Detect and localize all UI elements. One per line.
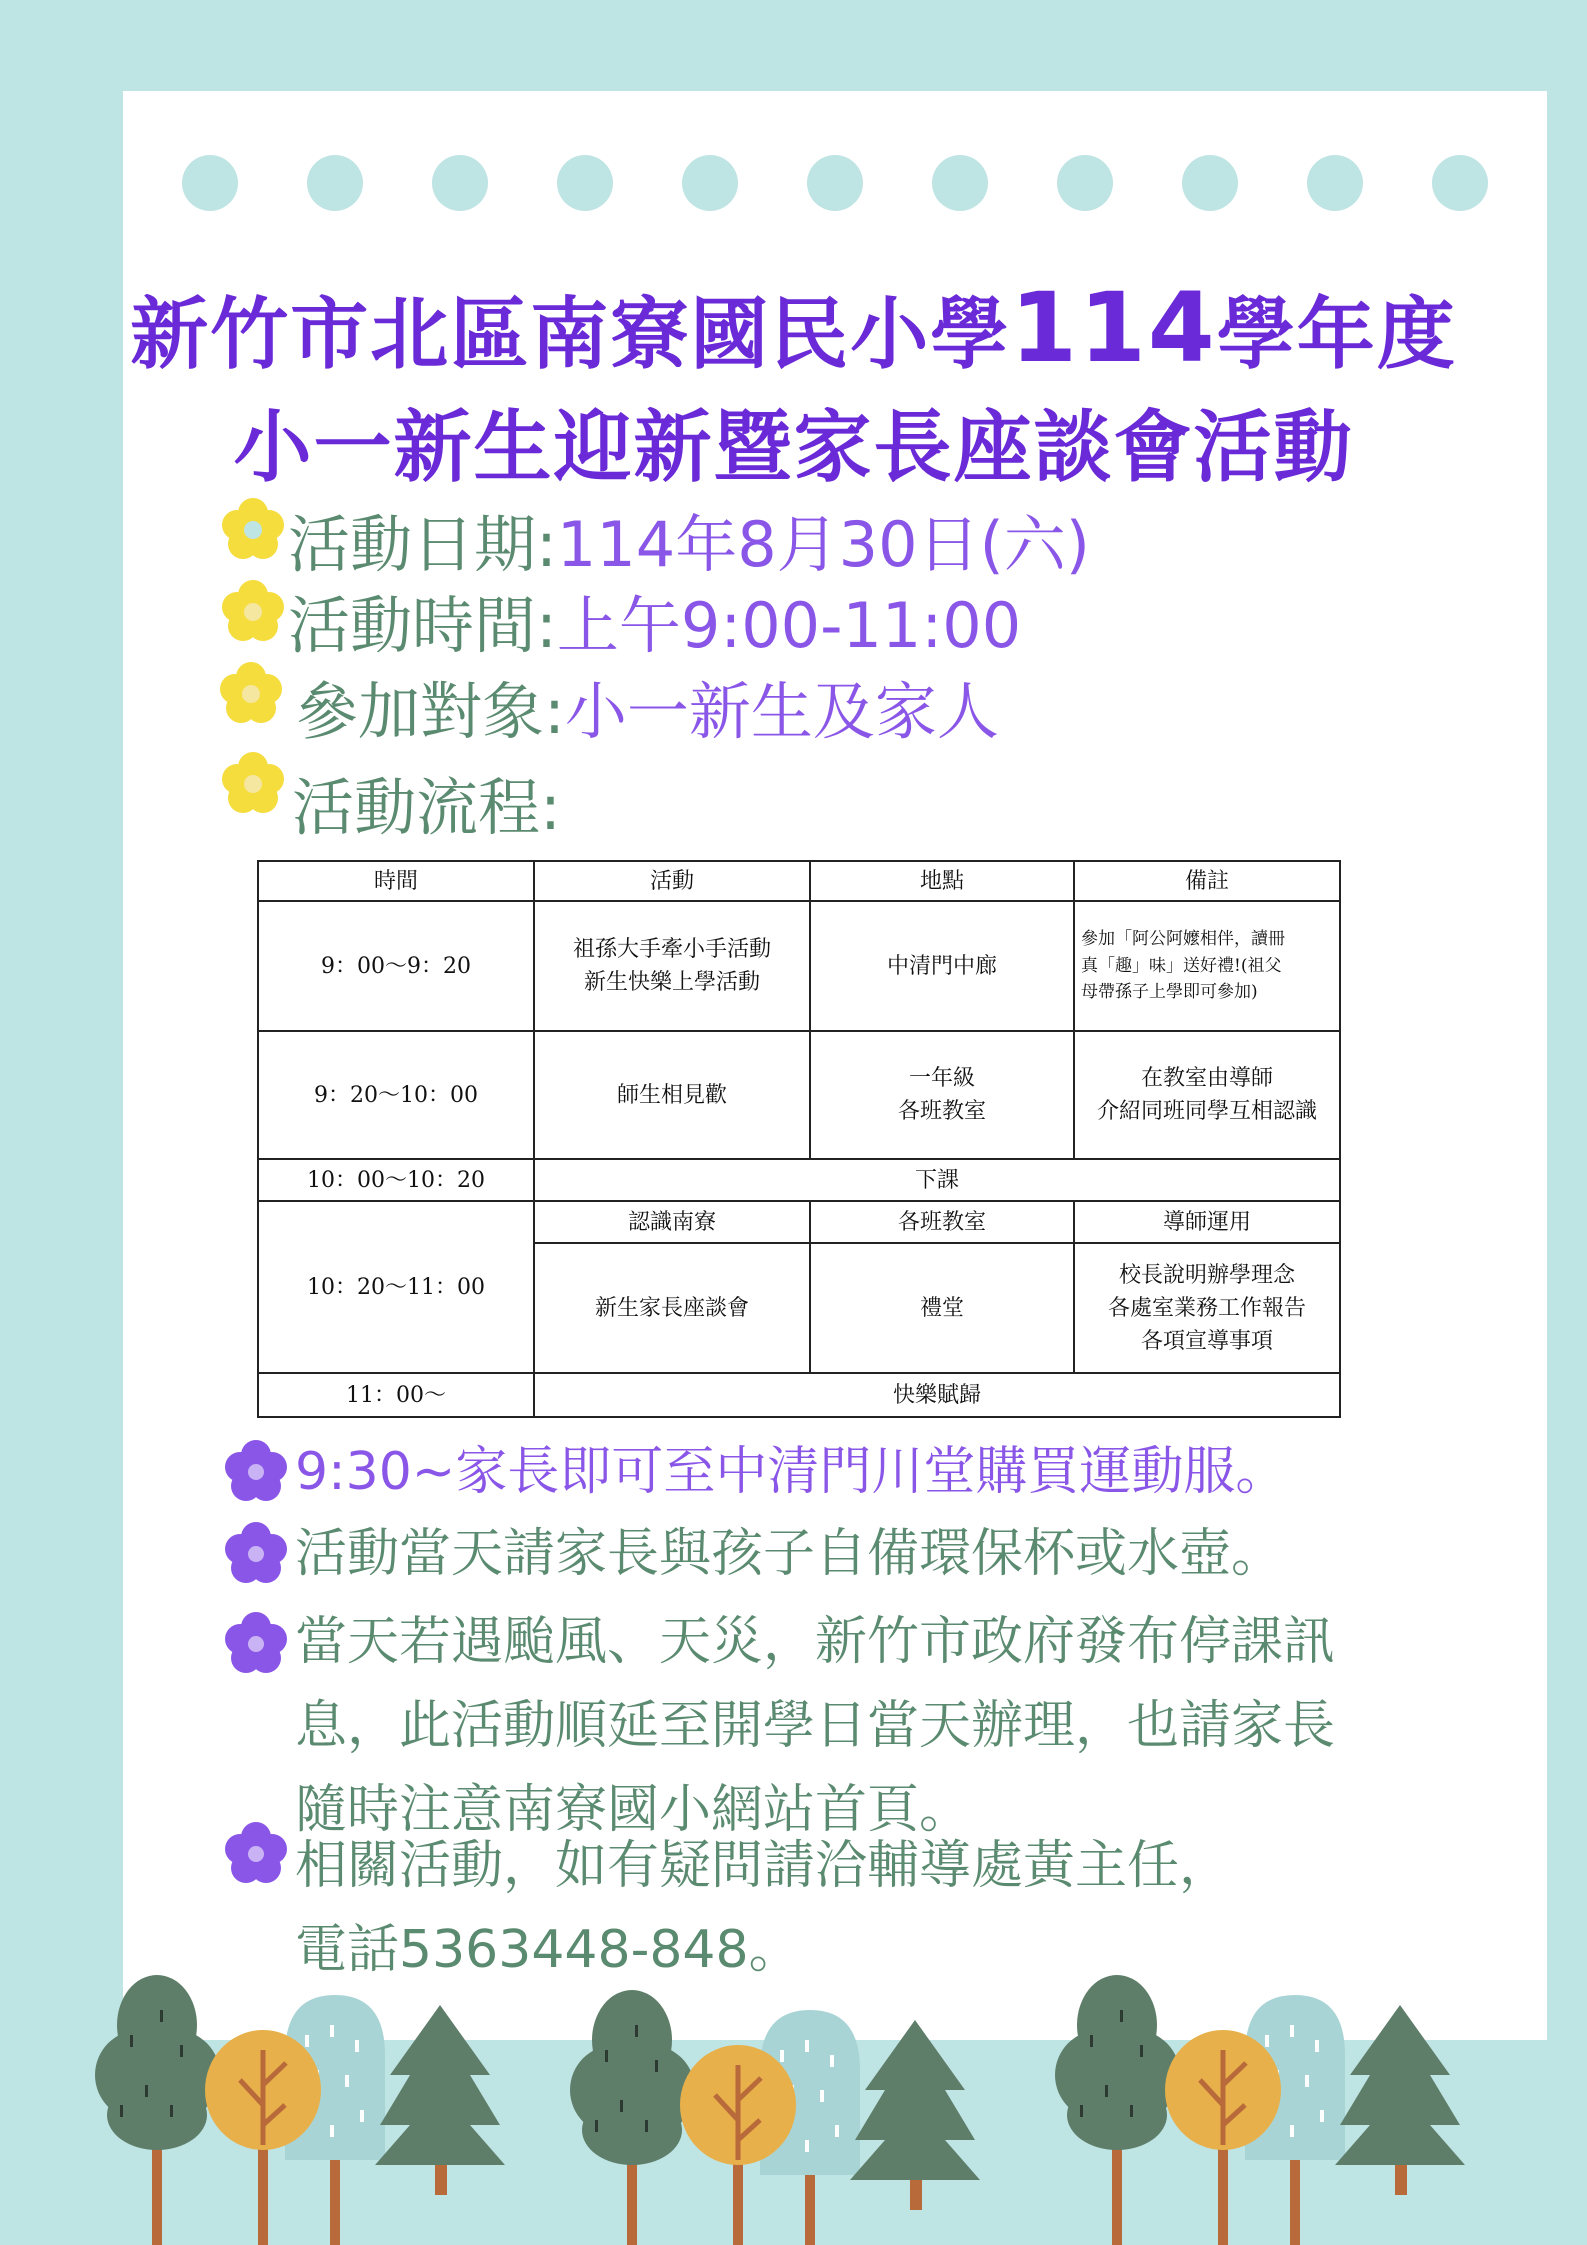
cell-place (810, 1031, 1074, 1159)
cell-time: 9：20～10：00 (258, 1031, 534, 1159)
cell-note: 導師運用 (1074, 1201, 1340, 1243)
note-uniform (295, 1430, 1287, 1514)
note-line: 息，此活動順延至開學日當天辦理，也請家長 (295, 1696, 1336, 1756)
title-suffix: 學年度 (1216, 290, 1457, 380)
yellow-flower-icon (218, 576, 288, 646)
info-date-value: 114年8月30日(六) (556, 508, 1090, 581)
cell-line: 祖孫大手牽小手活動 (572, 937, 771, 962)
yellow-flower-icon (218, 748, 288, 818)
note-cup: 活動當天請家長與孩子自備環保杯或水壺。 (295, 1524, 1284, 1584)
cell-line: 參加「阿公阿嬤相伴，讀冊 (1081, 929, 1285, 950)
cell-place: 中清門中廊 (810, 901, 1074, 1031)
info-target-label: 參加對象: (296, 675, 565, 748)
table-header-row (258, 861, 1340, 901)
note-line: 當天若遇颱風、天災，新竹市政府發布停課訊 (295, 1612, 1336, 1672)
cell-note (1074, 901, 1340, 1031)
cell-activity: 認識南寮 (534, 1201, 810, 1243)
info-flow-label: 活動流程: (292, 771, 561, 844)
binder-hole (682, 155, 738, 211)
note-typhoon (295, 1600, 1335, 1852)
yellow-flower-icon (218, 494, 288, 564)
cell-line: 一年級 (908, 1066, 975, 1091)
table-row (258, 1373, 1340, 1417)
table-row (258, 1031, 1340, 1159)
info-time (288, 576, 1021, 665)
binder-hole (1057, 155, 1113, 211)
binder-hole (432, 155, 488, 211)
info-target (296, 662, 999, 751)
table-row (258, 1159, 1340, 1201)
purple-flower-icon (221, 1436, 291, 1506)
header-activity: 活動 (534, 861, 810, 901)
cell-line: 各處室業務工作報告 (1107, 1295, 1306, 1321)
cell-line: 在教室由導師 (1140, 1066, 1273, 1091)
binder-hole (557, 155, 613, 211)
cell-line: 真「趣」味」送好禮!(祖父 (1081, 955, 1282, 976)
header-note: 備註 (1074, 861, 1340, 901)
info-target-value: 小一新生及家人 (564, 675, 999, 748)
note-line: 隨時注意南寮國小網站首頁。 (295, 1780, 972, 1840)
cell-line: 介紹同班同學互相認識 (1096, 1099, 1317, 1124)
cell-place: 禮堂 (810, 1243, 1074, 1373)
forest-illustration (0, 1955, 1587, 2245)
cell-line: 各班教室 (897, 1099, 986, 1124)
page-title-line1 (0, 272, 1587, 384)
cell-activity: 快樂賦歸 (534, 1373, 1340, 1417)
cell-time: 9：00～9：20 (258, 901, 534, 1031)
binder-hole (1432, 155, 1488, 211)
note-text: 9:30~家長即可至中清門川堂購買運動服。 (295, 1442, 1288, 1502)
cell-activity: 師生相見歡 (534, 1031, 810, 1159)
cell-activity (534, 901, 810, 1031)
purple-flower-icon (221, 1608, 291, 1678)
page-title-line2: 小一新生迎新暨家長座談會活動 (233, 403, 1354, 493)
cell-time: 10：20～11：00 (258, 1201, 534, 1373)
cell-line: 新生快樂上學活動 (583, 970, 760, 995)
note-line: 電話5363448-848。 (295, 1920, 801, 1980)
cell-line: 校長說明辦學理念 (1118, 1262, 1295, 1288)
cell-line: 各項宣導事項 (1140, 1328, 1273, 1354)
title-year: 114 (1010, 272, 1217, 384)
schedule-table (257, 860, 1341, 1418)
binder-hole (307, 155, 363, 211)
header-place: 地點 (810, 861, 1074, 901)
title-prefix: 新竹市北區南寮國民小學 (130, 290, 1011, 380)
binder-hole (1307, 155, 1363, 211)
binder-hole (1182, 155, 1238, 211)
binder-hole (932, 155, 988, 211)
cell-line: 母帶孫子上學即可參加) (1081, 982, 1258, 1003)
cell-activity: 新生家長座談會 (534, 1243, 810, 1373)
cell-time: 11：00～ (258, 1373, 534, 1417)
binder-hole (182, 155, 238, 211)
table-row (258, 901, 1340, 1031)
info-time-label: 活動時間: (288, 589, 557, 662)
info-time-value: 上午9:00-11:00 (556, 589, 1022, 662)
note-line: 相關活動，如有疑問請洽輔導處黃主任， (295, 1836, 1232, 1896)
binder-holes (182, 155, 1492, 211)
table-row (258, 1201, 1340, 1243)
cell-note (1074, 1031, 1340, 1159)
cell-time: 10：00～10：20 (258, 1159, 534, 1201)
yellow-flower-icon (214, 656, 288, 730)
cell-place: 各班教室 (810, 1201, 1074, 1243)
info-date (288, 495, 1090, 584)
cell-activity: 下課 (534, 1159, 1340, 1201)
binder-hole (807, 155, 863, 211)
header-time: 時間 (258, 861, 534, 901)
purple-flower-icon (221, 1518, 291, 1588)
info-date-label: 活動日期: (288, 508, 557, 581)
purple-flower-icon (221, 1818, 291, 1888)
cell-note (1074, 1243, 1340, 1373)
